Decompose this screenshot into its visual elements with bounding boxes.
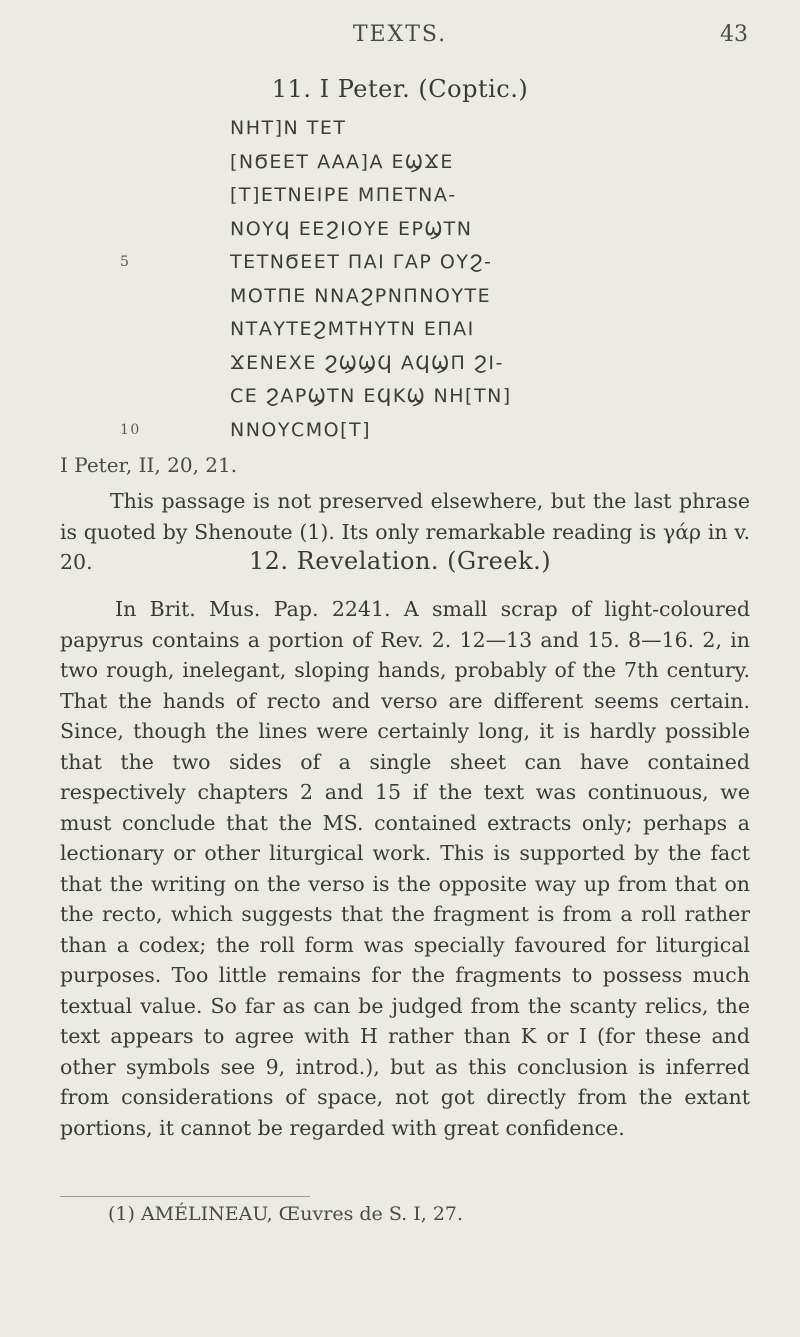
coptic-line xyxy=(120,414,680,448)
footnote: (1) AMÉLINEAU, Œuvres de S. I, 27. xyxy=(108,1203,464,1225)
coptic-line xyxy=(120,380,680,414)
coptic-line xyxy=(120,179,680,213)
scripture-reference: I Peter, II, 20, 21. xyxy=(60,453,238,477)
coptic-line-text: ϪΕΝΕΧΕ ϨϢϢϤ ΑϤϢΠ ϨΙ- xyxy=(230,351,504,374)
running-head xyxy=(0,18,800,58)
coptic-line-text: ΝΟΥϤ ΕΕϨΙΟΥΕ ΕΡϢΤΝ xyxy=(230,217,473,240)
footnote-rule xyxy=(60,1196,310,1197)
coptic-line xyxy=(120,246,680,280)
coptic-line xyxy=(120,313,680,347)
coptic-line xyxy=(120,280,680,314)
commentary-paragraph-11: This passage is not preserved elsewhere, but the last phrase is quoted by Shenoute (1). Its only remarkable reading is γάρ in v. 20. xyxy=(60,489,750,574)
coptic-line-text: ΝΗΤ]Ν ΤΕΤ xyxy=(230,117,347,139)
coptic-line-text: ΤΕΤΝϬΕΕΤ ΠΑΙ ΓΑΡ ΟΥϨ- xyxy=(230,251,493,273)
coptic-line-text: ΝΤΑΥΤΕϨΜΤΗΥΤΝ ΕΠΑΙ xyxy=(230,318,475,340)
commentary-paragraph-12: In Brit. Mus. Pap. 2241. A small scrap of light-coloured papyrus contains a portion of Rev. 2. 12—13 and 15. 8—16. 2, in two rough, inelegant, sloping hands, probably of the 7th century. That the hands of recto and verso are different seems certain. Since, though the lines were certainly long, it is hardly possible that the two sides of a single sheet can have contained respectively chapters 2 and 15 if the text was continuous, we must conclude that the MS. contained extracts only; perhaps a lectionary or other liturgical work. This is supported by the fact that the writing on the verso is the opposite way up from that on the recto, which suggests that the fragment is from a roll rather than a codex; the roll form was specially favoured for liturgical purposes. Too little remains for the fragments to possess much textual value. So far as can be judged from the scanty relics, the text appears to agree with H rather than K or I (for these and other symbols see 9, introd.), but as this conclusion is inferred from considerations of space, not got directly from the extant portions, it cannot be regarded with great confidence. xyxy=(60,597,750,1140)
coptic-line-text: [Τ]ΕΤΝΕΙΡΕ ΜΠΕΤΝΑ- xyxy=(230,184,457,206)
section-title-12: 12. Revelation. (Greek.) xyxy=(248,547,552,575)
running-title: TEXTS. xyxy=(352,22,448,47)
coptic-line-text: ΝΝΟΥϹΜΟ[Τ] xyxy=(230,418,372,441)
line-number: 5 xyxy=(120,254,131,270)
section-title-11: 11. I Peter. (Coptic.) xyxy=(271,75,529,103)
coptic-line-text: ΜΟΤΠΕ ΝΝΑϨΡΝΠΝΟΥΤΕ xyxy=(230,284,492,307)
coptic-line xyxy=(120,112,680,146)
coptic-line-text: ϹΕ ϨΑΡϢΤΝ ΕϤΚϢ ΝΗ[ΤΝ] xyxy=(230,385,512,407)
coptic-text-block xyxy=(120,112,680,447)
coptic-line xyxy=(120,213,680,247)
line-number: 10 xyxy=(120,421,141,438)
coptic-line-text: [ΝϬΕΕΤ ΑΑΑ]Α ΕϢϪΕ xyxy=(230,150,454,173)
page-number: 43 xyxy=(720,22,748,47)
coptic-line xyxy=(120,347,680,381)
coptic-line xyxy=(120,146,680,180)
